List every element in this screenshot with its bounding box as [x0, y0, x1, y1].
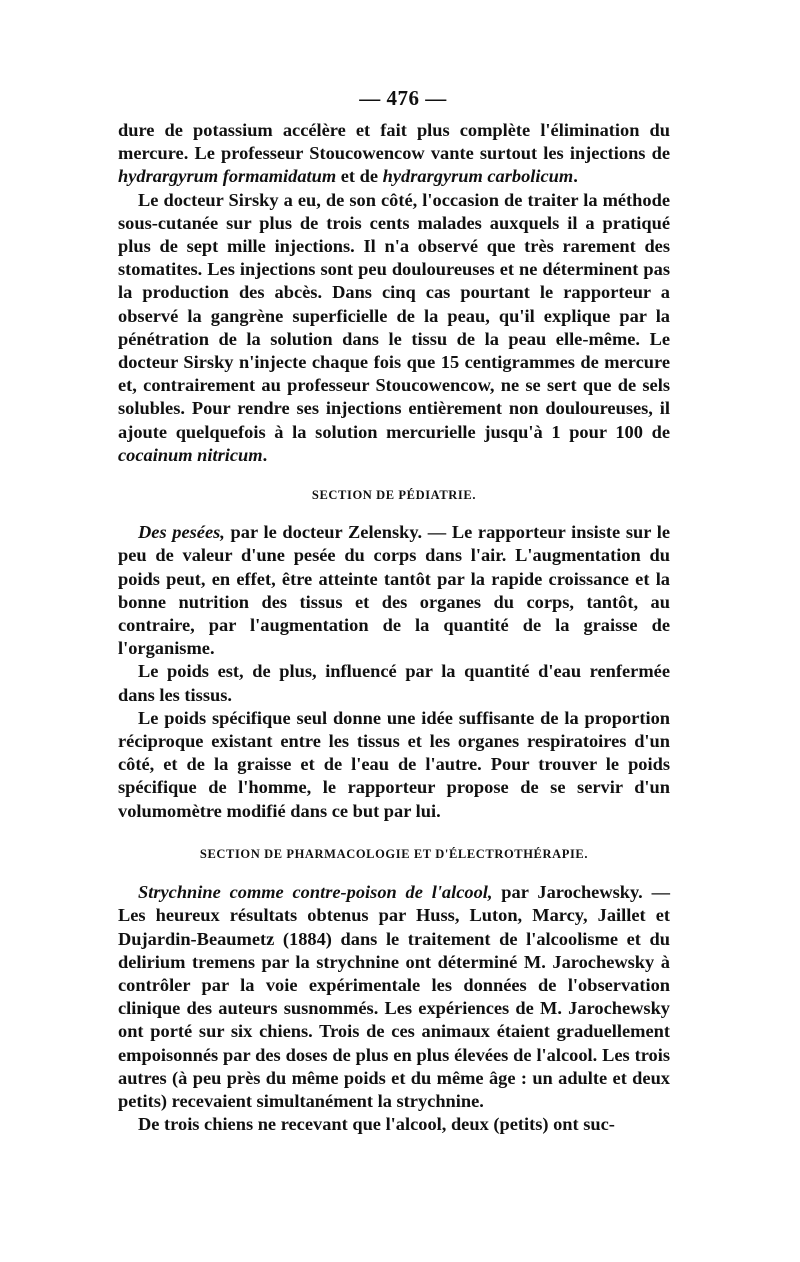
section-heading-pediatrie: SECTION DE PÉDIATRIE.: [311, 488, 477, 503]
article-title: Des pesées,: [138, 522, 225, 543]
italic-term: cocainum nitricum: [118, 444, 263, 465]
italic-term: hydrargyrum carbolicum: [382, 166, 574, 187]
paragraph-text: par le docteur Zelensky. — Le rapporteur insiste sur le peu de valeur d'une pesée du corps dans l'air. L'augmentation du poids peut, en effet, être atteinte tantôt par la rapide croissance et la bonne nutrition des tissus et des organes du corps, tantôt, au contraire, par l'augmentation de la quantité de la graisse de l'organisme.: [118, 522, 670, 659]
paragraph-text: et de: [336, 166, 383, 187]
paragraph-sirsky: [118, 189, 670, 467]
page-number: — 476 —: [359, 86, 447, 110]
paragraph-text: .: [573, 166, 578, 187]
article-title: Strychnine comme contre-poison de l'alcool,: [138, 882, 493, 903]
section-heading-pharmacologie: SECTION DE PHARMACOLOGIE ET D'ÉLECTROTHÉRAPIE.: [199, 846, 589, 861]
body-text: [118, 119, 670, 1136]
paragraph-strychnine: [118, 881, 670, 1113]
paragraph-mercury-injections: [118, 119, 670, 189]
paragraph-pesees: [118, 521, 670, 660]
paragraph-text: .: [262, 444, 268, 465]
paragraph-text: dure de potassium accélère et fait plus complète l'élimination du mercure. Le professeur Stoucowencow vante surtout les injections de: [118, 120, 670, 164]
paragraph-poids-specifique: Le poids spécifique seul donne une idée suffisante de la proportion réciproque existant entre les tissus et les organes respiratoires d'un côté, et de la graisse et de l'eau de l'autre. Pour trouver le poids spécifique de l'homme, le rapporteur propose de se servir d'un volumomètre modifié dans ce but par lui.: [118, 707, 670, 821]
paragraph-trois-chiens: De trois chiens ne recevant que l'alcool, deux (petits) ont suc-: [138, 1114, 615, 1135]
paragraph-text: Le docteur Sirsky a eu, de son côté, l'occasion de traiter la méthode sous-cutanée sur plus de trois cents malades auxquels il a pratiqué plus de sept mille injections. Il n'a observé que très rarement des stomatites. Les injections sont peu douloureuses et ne déterminent pas la production des abcès. Dans cinq cas pourtant le rapporteur a observé la gangrène superficielle de la peau, qu'il explique par la pénétration de la solution dans le tissu de la peau elle-même. Le docteur Sirsky n'injecte chaque fois que 15 centigrammes de mercure et, contrairement au professeur Stoucowencow, ne se sert que de sels solubles. Pour rendre ses injections entièrement non douloureuses, il ajoute quelquefois à la solution mercurielle jusqu'à 1 pour 100 de: [118, 189, 670, 442]
paragraph-poids-eau: Le poids est, de plus, influencé par la quantité d'eau renfermée dans les tissus.: [118, 661, 670, 705]
paragraph-text: par Jarochewsky. — Les heureux résultats obtenus par Huss, Luton, Marcy, Jaillet et Dujardin-Beaumetz (1884) dans le traitement de l'alcoolisme et du delirium tremens par la strychnine ont déterminé M. Jarochewsky à contrôler par la voie expérimentale les données de l'observation clinique des auteurs susnommés. Les expériences de M. Jarochewsky ont porté sur six chiens. Trois de ces animaux étaient graduellement empoisonnés par des doses de plus en plus élevées de l'alcool. Les trois autres (à peu près du même poids et du même âge : un adulte et deux petits) recevaient simultanément la strychnine.: [118, 882, 670, 1111]
book-page: [118, 86, 670, 1136]
italic-term: hydrargyrum formamidatum: [118, 166, 337, 187]
